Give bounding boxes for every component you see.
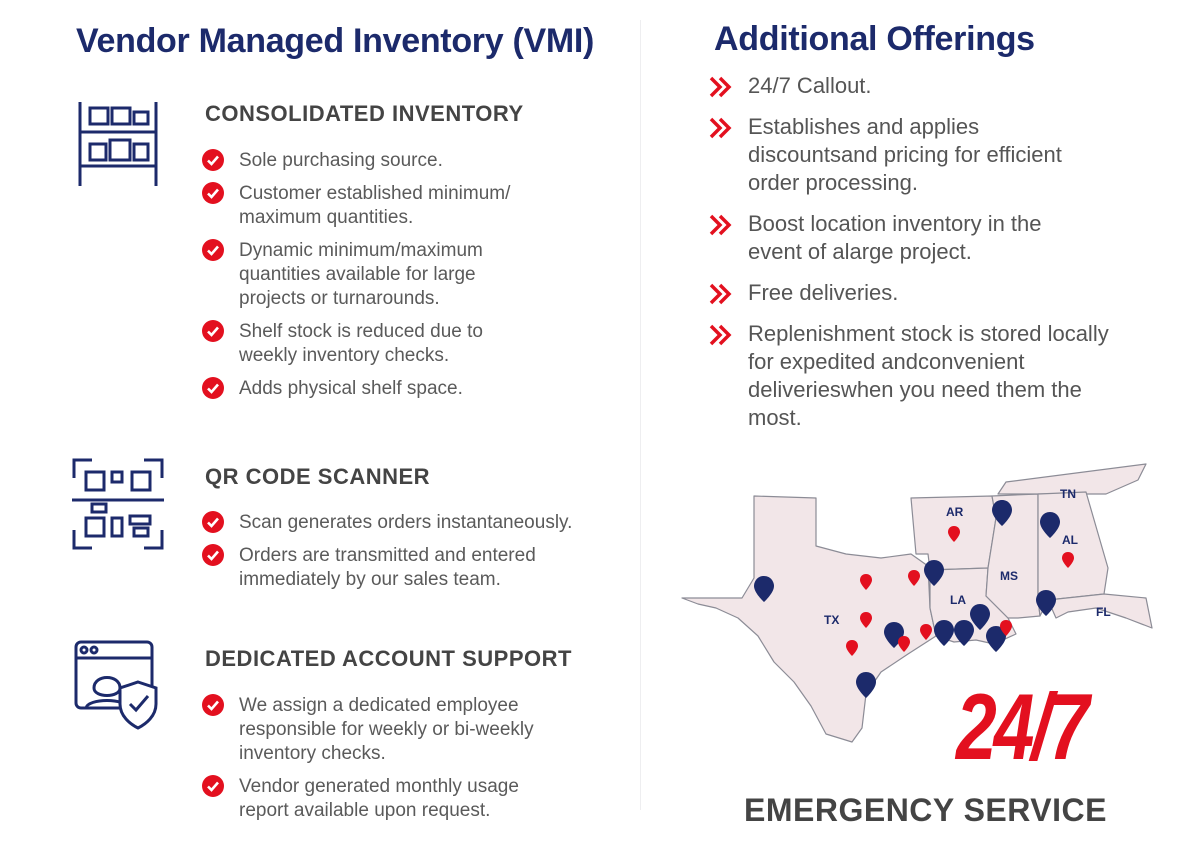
qr-code-scanner-list — [202, 511, 622, 601]
list-item-text: 24/7 Callout. — [748, 73, 872, 98]
section-title: DEDICATED ACCOUNT SUPPORT — [205, 646, 572, 671]
list-item — [202, 239, 622, 311]
list-item — [202, 149, 622, 173]
state-label-fl: FL — [1096, 605, 1111, 619]
check-icon — [202, 511, 224, 533]
qr-code-icon — [72, 458, 164, 550]
check-icon — [202, 775, 224, 797]
list-item-text: Dynamic minimum/maximum quantities available for large projects or turnarounds. — [239, 240, 483, 309]
list-item-text: Adds physical shelf space. — [239, 378, 463, 399]
list-item-text: Establishes and applies discountsand pricing for efficient order processing. — [748, 114, 1062, 195]
check-icon — [202, 239, 224, 261]
check-icon — [202, 320, 224, 342]
list-item-text: Shelf stock is reduced due to weekly inventory checks. — [239, 321, 483, 366]
list-item — [202, 377, 622, 401]
state-texas — [682, 496, 936, 742]
list-item — [708, 210, 1148, 266]
double-chevron-icon — [708, 117, 734, 139]
state-label-tn: TN — [1060, 487, 1076, 501]
list-item — [708, 279, 1148, 307]
state-label-ms: MS — [1000, 569, 1018, 583]
double-chevron-icon — [708, 324, 734, 346]
list-item-text: Orders are transmitted and entered immediately by our sales team. — [239, 545, 536, 590]
map-pin-icon — [934, 620, 954, 646]
account-support-list — [202, 694, 622, 832]
section-title: QR CODE SCANNER — [205, 464, 431, 489]
double-chevron-icon — [708, 283, 734, 305]
list-item-text: We assign a dedicated employee responsible for weekly or bi-weekly inventory checks. — [239, 695, 534, 764]
check-icon — [202, 182, 224, 204]
list-item-text: Sole purchasing source. — [239, 150, 443, 171]
state-label-al: AL — [1062, 533, 1078, 547]
list-item — [202, 544, 622, 592]
list-item — [708, 320, 1148, 432]
list-item-text: Customer established minimum/ maximum quantities. — [239, 183, 511, 228]
check-icon — [202, 377, 224, 399]
list-item-text: Scan generates orders instantaneously. — [239, 512, 573, 533]
list-item-text: Replenishment stock is stored locally for expedited andconvenient deliverieswhen you need them the most. — [748, 321, 1109, 430]
list-item — [708, 72, 1148, 100]
state-label-tx: TX — [824, 613, 840, 627]
state-label-ar: AR — [946, 505, 964, 519]
double-chevron-icon — [708, 214, 734, 236]
list-item-text: Boost location inventory in the event of alarge project. — [748, 211, 1042, 264]
check-icon — [202, 544, 224, 566]
double-chevron-icon — [708, 76, 734, 98]
additional-offerings-title: Additional Offerings — [714, 20, 1035, 58]
check-icon — [202, 149, 224, 171]
list-item-text: Free deliveries. — [748, 280, 899, 305]
account-support-icon — [72, 640, 164, 732]
vmi-title: Vendor Managed Inventory (VMI) — [76, 22, 595, 60]
offerings-list — [708, 72, 1148, 445]
shelving-icon — [72, 98, 164, 190]
state-label-la: LA — [950, 593, 966, 607]
list-item — [202, 182, 622, 230]
list-item — [202, 320, 622, 368]
list-item — [202, 511, 622, 535]
emergency-service-label: EMERGENCY SERVICE — [744, 792, 1107, 828]
list-item — [708, 113, 1148, 197]
consolidated-inventory-list — [202, 149, 622, 410]
column-divider — [640, 20, 641, 810]
check-icon — [202, 694, 224, 716]
list-item — [202, 694, 622, 766]
section-title: CONSOLIDATED INVENTORY — [205, 101, 524, 126]
list-item-text: Vendor generated monthly usage report available upon request. — [239, 776, 519, 821]
list-item — [202, 775, 622, 823]
big-24-7-text: 24/7 — [956, 674, 1087, 779]
